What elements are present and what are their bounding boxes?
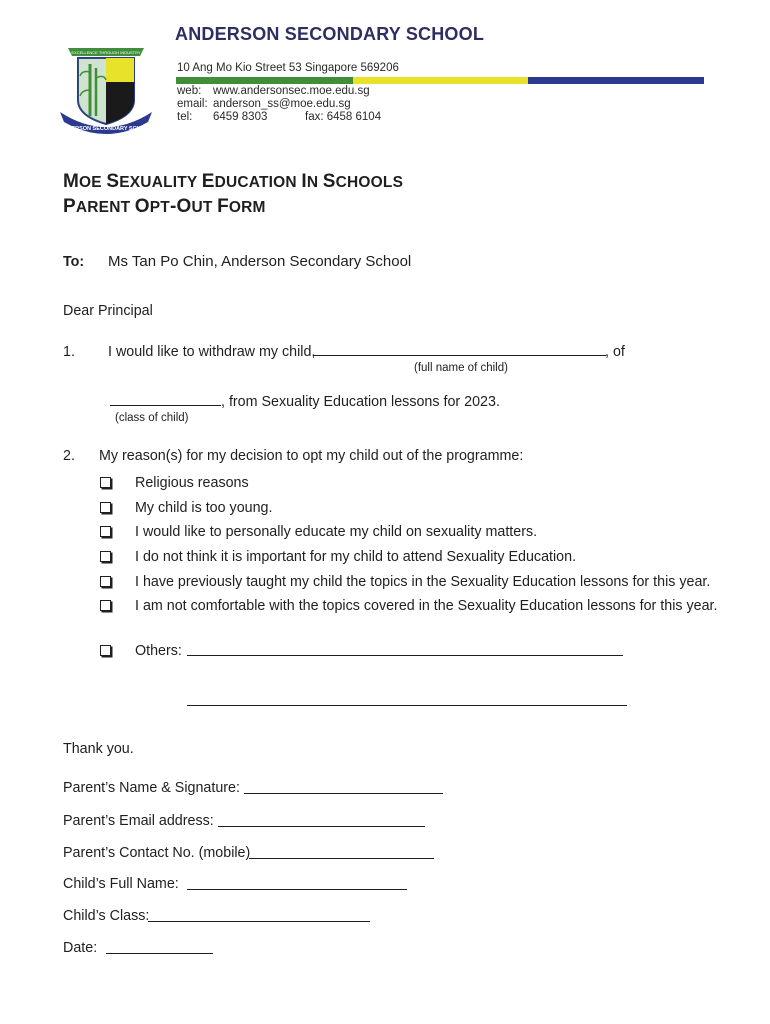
item1-of: , of: [605, 344, 625, 360]
email-value[interactable]: anderson_ss@moe.edu.sg: [213, 98, 351, 110]
form-title-line2: PARENT OPT-OUT FORM: [63, 196, 266, 217]
school-address: 10 Ang Mo Kio Street 53 Singapore 569206: [177, 62, 399, 74]
parent-name-blank[interactable]: [244, 793, 443, 794]
reason-checkbox[interactable]: [100, 551, 111, 562]
reason-label: I am not comfortable with the topics covered in the Sexuality Education lessons for this year.: [135, 598, 718, 614]
tel-value: 6459 8303: [213, 111, 268, 123]
date-label: Date:: [63, 940, 98, 956]
thank-you: Thank you.: [63, 741, 134, 757]
form-title-line1: MOE SEXUALITY EDUCATION IN SCHOOLS: [63, 171, 404, 192]
color-band-blue: [528, 77, 704, 84]
reason-checkbox[interactable]: [100, 526, 111, 537]
parent-contact-blank[interactable]: [249, 858, 434, 859]
item2-text: My reason(s) for my decision to opt my child out of the programme:: [99, 448, 524, 464]
child-name-hint: (full name of child): [414, 362, 508, 374]
date-blank[interactable]: [106, 953, 213, 954]
others-checkbox[interactable]: [100, 645, 111, 656]
color-band-green: [176, 77, 353, 84]
reason-checkbox[interactable]: [100, 576, 111, 587]
to-label: To:: [63, 254, 85, 270]
reason-checkbox[interactable]: [100, 502, 111, 513]
others-label: Others:: [135, 643, 182, 659]
reason-checkbox[interactable]: [100, 600, 111, 611]
parent-email-blank[interactable]: [218, 826, 425, 827]
item1-number: 1.: [63, 344, 75, 360]
tel-label: tel:: [177, 111, 193, 123]
item1-from: , from Sexuality Education lessons for 2023.: [221, 394, 500, 410]
to-value: Ms Tan Po Chin, Anderson Secondary School: [108, 253, 412, 270]
child-class-hint: (class of child): [115, 412, 189, 424]
parent-email-label: Parent’s Email address:: [63, 813, 214, 829]
item1-text: I would like to withdraw my child,: [108, 344, 316, 360]
crest-banner-text: EXCELLENCE THROUGH INDUSTRY: [71, 50, 141, 55]
others-blank-1[interactable]: [187, 655, 623, 656]
color-band-yellow: [353, 77, 528, 84]
reason-label: I have previously taught my child the topics in the Sexuality Education lessons for this year.: [135, 574, 711, 590]
reason-label: My child is too young.: [135, 500, 273, 516]
others-blank-2[interactable]: [187, 705, 627, 706]
web-label: web:: [177, 85, 202, 97]
child-class-label: Child’s Class:: [63, 908, 150, 924]
web-value[interactable]: www.andersonsec.moe.edu.sg: [213, 85, 370, 97]
child-class-field-blank[interactable]: [148, 921, 370, 922]
school-name: ANDERSON SECONDARY SCHOOL: [175, 24, 485, 44]
child-class-blank[interactable]: [110, 405, 221, 406]
reason-checkbox[interactable]: [100, 477, 111, 488]
crest-motto-text: ANDERSON SECONDARY SCHOOL: [59, 126, 153, 132]
reason-label: I do not think it is important for my child to attend Sexuality Education.: [135, 549, 577, 565]
parent-contact-label: Parent’s Contact No. (mobile): [63, 845, 251, 861]
salutation: Dear Principal: [63, 303, 153, 319]
parent-name-label: Parent’s Name & Signature:: [63, 780, 240, 796]
child-fullname-blank[interactable]: [187, 889, 407, 890]
item2-number: 2.: [63, 448, 75, 464]
child-name-blank[interactable]: [314, 355, 606, 356]
reason-label: I would like to personally educate my child on sexuality matters.: [135, 524, 538, 540]
reason-label: Religious reasons: [135, 475, 249, 491]
school-crest-logo: [56, 42, 156, 138]
fax-value: fax: 6458 6104: [305, 111, 382, 123]
child-name-label: Child’s Full Name:: [63, 876, 179, 892]
email-label: email:: [177, 98, 208, 110]
